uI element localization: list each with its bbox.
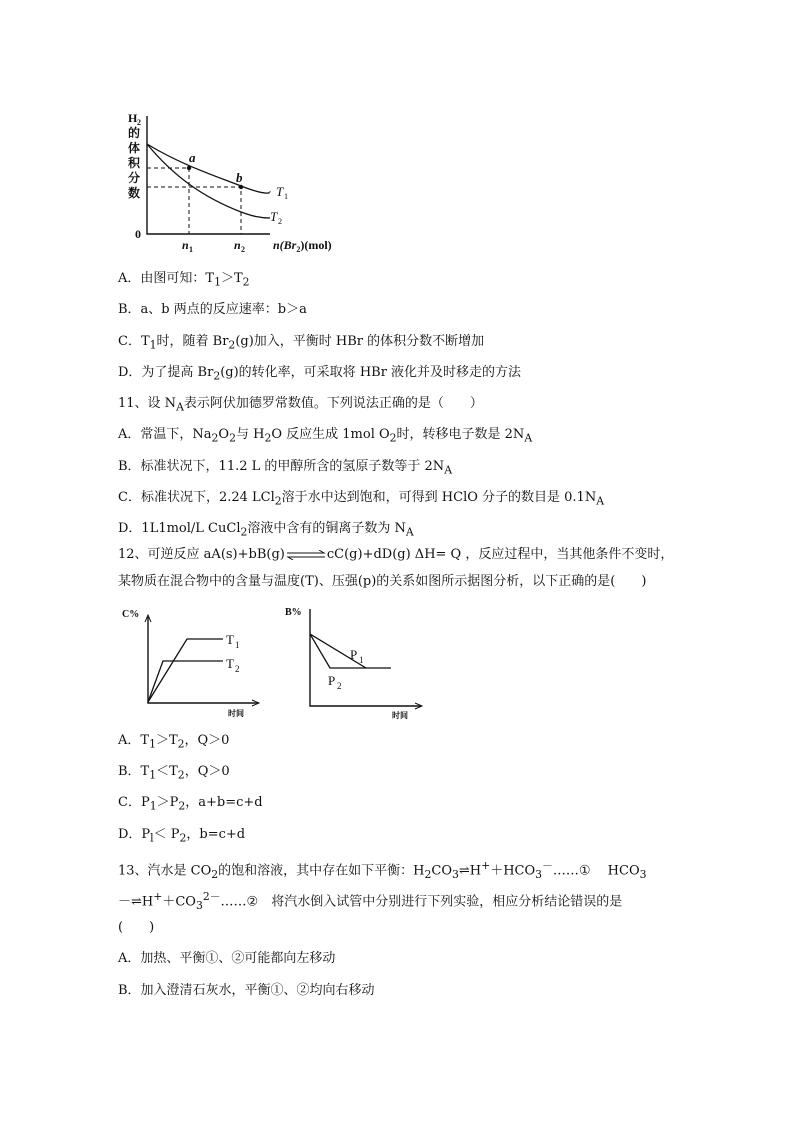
curve-t2 (147, 144, 270, 218)
q12-option-b: B．$T_1<T_2$，Q＞0 (118, 764, 230, 782)
y-axis-label: B% (285, 607, 302, 618)
x-axis-label: 时间 (392, 711, 408, 720)
curve-t2-sub: 2 (235, 664, 240, 674)
y-label-char: H (128, 111, 138, 125)
q11-stem: 11、设 $N_A$表示阿伏加德罗常数值。下列说法正确的是（ ） (118, 396, 483, 414)
y-axis-label (128, 111, 141, 200)
figure-h2-volume-fraction (120, 106, 350, 256)
curve-p1-label: P (350, 647, 358, 662)
x-label-pre: n(Br (273, 238, 297, 252)
curve-t2-sub: 2 (278, 217, 282, 226)
guide-b (147, 187, 241, 234)
point-b-label: b (236, 170, 243, 185)
curve-p2-label: P (328, 673, 336, 688)
point-b-marker (239, 185, 243, 189)
curve-t2-label: T (226, 656, 234, 671)
q11-option-b: B．标准状况下，11.2 L 的甲醇所含的氢原子数等于 $2N_A$ (118, 459, 453, 477)
q11-option-a: A．常温下，$Na_2O_2$与 $H_2O$ 反应生成 1mol $O_2$时，转移电子数是 $2N_A$ (118, 427, 533, 445)
curve-t1-label: T (276, 184, 284, 199)
q10-option-c: C．$T_1$时，随着 $Br_2(g)$加入，平衡时 HBr 的体积分数不断增加 (118, 334, 485, 352)
curve-t1-sub: 1 (284, 192, 288, 201)
q12-option-d: D．$P_l< P_2$，b=c+d (118, 827, 246, 845)
curve-t1 (147, 144, 270, 193)
q13-option-a: A．加热、平衡①、②可能都向左移动 (118, 951, 336, 966)
y-label-char: 分 (128, 171, 141, 185)
q13-stem-line3: ( ) (118, 920, 155, 935)
guide-a (147, 168, 189, 234)
x-axis-label: 时间 (228, 709, 244, 718)
q12-stem-line1: 12、可逆反应 aA(s)+bB(g) cC(g)+dD(g) ΔH= Q ，反应过程中，当其他条件不变时， (118, 547, 674, 562)
figure-c-percent (118, 605, 268, 720)
q13-stem-line1: 13、汽水是 $CO_2$的饱和溶液，其中存在如下平衡：$H_2CO_3\rightleftharpoons H^++HCO_3^-\dots\dots ①$ $HCO_3$ (118, 859, 647, 881)
curve-t1-sub: 1 (235, 640, 240, 650)
figure-b-percent (283, 605, 428, 720)
y-label-char: 数 (128, 186, 141, 200)
y-label-char: 积 (128, 156, 141, 170)
y-axis-label: C% (122, 609, 140, 620)
point-a-marker (187, 166, 191, 170)
q10-option-d: D．为了提高 $Br_2(g)$的转化率，可采取将 HBr 液化并及时移走的方法 (118, 365, 522, 383)
curve-p1-sub: 1 (359, 655, 364, 665)
curve-t2 (148, 661, 223, 702)
curve-t1-label: T (226, 632, 234, 647)
point-a-label: a (189, 150, 196, 165)
equilibrium-arrow-icon (286, 550, 326, 560)
axes (148, 617, 258, 703)
tick-n1: n (182, 238, 189, 252)
tick-n2: n (234, 238, 241, 252)
y-label-char: 的 (128, 126, 141, 140)
y-axis (147, 116, 270, 234)
q12-stem-line2: 某物质在混合物中的含量与温度(T)、压强(p)的关系如图所示据图分析，以下正确的是( ) (118, 574, 647, 589)
axes (310, 609, 421, 706)
y-label-char: 体 (128, 141, 141, 155)
q11-option-d: D．1L1mol/L CuCl$_2$溶液中含有的铜离子数为 $N_A$ (118, 521, 414, 539)
q12-option-a: A．$T_1>T_2$，Q＞0 (118, 733, 230, 751)
q10-option-b: B．a、b 两点的反应速率：b＞a (118, 302, 307, 317)
q10-option-a: A．由图可知：$T_1>T_2$ (118, 271, 250, 289)
curve-p2-sub: 2 (337, 681, 342, 691)
q12-option-c: C．$P_1>P_2$，a+b=c+d (118, 795, 263, 813)
x-axis-label (273, 238, 332, 254)
x-label-sub: 2 (296, 245, 301, 254)
curve-t2-label: T (270, 209, 278, 224)
x-label-post: )(mol) (300, 238, 332, 252)
tick-n2-sub: 2 (241, 245, 245, 254)
tick-n1-sub: 1 (189, 245, 193, 254)
y-label-sub: 2 (137, 118, 141, 127)
q13-stem-line2: $-\rightleftharpoons H^++CO_3^{2-}\dots\dots ②$ 将汽水倒入试管中分别进行下列实验，相应分析结论错误的是 (118, 890, 623, 912)
origin-label: 0 (135, 227, 141, 241)
q13-option-b: B．加入澄清石灰水，平衡①、②均向右移动 (118, 983, 375, 998)
q11-option-c: C．标准状况下，2.24 LCl$_2$溶于水中达到饱和，可得到 HClO 分子的数目是 $0.1N_A$ (118, 490, 605, 508)
